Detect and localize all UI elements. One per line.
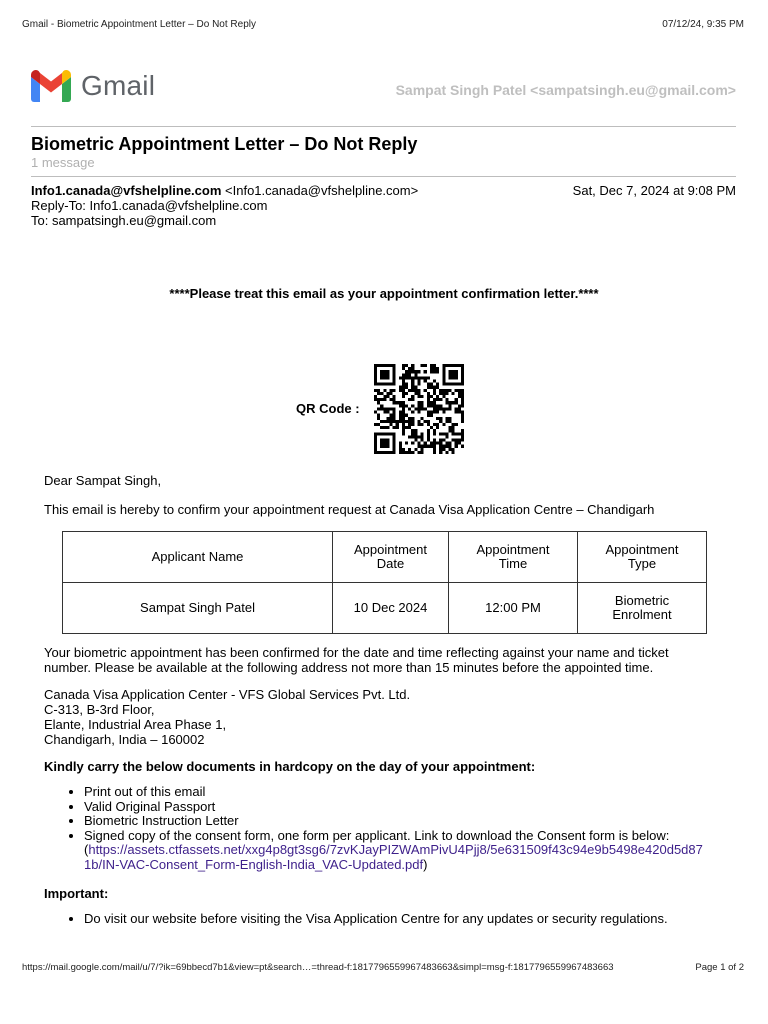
- list-item: • Do visit our website before visiting the Visa Application Centre for any updates or security regulations.: [84, 912, 744, 927]
- list-item: • Biometric Instruction Letter: [84, 814, 744, 829]
- account-name: Sampat Singh Patel <sampatsingh.eu@gmail.com>: [395, 82, 736, 98]
- footer-url: https://mail.google.com/mail/u/7/?ik=69bbecd7b1&view=pt&search…=thread-f:1817796559967483663&simpl=msg-f:1817796559967483663: [22, 962, 614, 973]
- from-name: Info1.canada@vfshelpline.com: [31, 183, 222, 198]
- gmail-m-icon: [31, 70, 71, 102]
- vac-address: Canada Visa Application Center - VFS Global Services Pvt. Ltd. C-313, B-3rd Floor, Elante, Industrial Area Phase 1, Chandigarh, India – 160002: [44, 687, 411, 747]
- from-address: <Info1.canada@vfshelpline.com>: [225, 183, 419, 198]
- documents-list: [44, 785, 744, 872]
- table-row: [63, 583, 707, 634]
- qr-code-image: [371, 364, 467, 454]
- confirmed-paragraph: Your biometric appointment has been confirmed for the date and time reflecting against your name and ticket number. Please be available at the following address not more than 15 minutes before the appointed time.: [44, 645, 669, 675]
- header-cell: Appointment Type: [578, 532, 707, 583]
- print-header-date: 07/12/24, 9:35 PM: [662, 19, 744, 30]
- important-list: [44, 912, 744, 927]
- subject-divider: [31, 176, 736, 177]
- appointment-date-cell: 10 Dec 2024: [333, 583, 449, 634]
- list-item: • Signed copy of the consent form, one form per applicant. Link to download the Consent form is below: (https://assets.ctfassets.net/xxg4p8gt3sg6/7zvKJayPIZWAmPivU4Pjj8/5e631509f43c94e9b5498e420d5d87 1b/IN-VAC-Consent_Form-English-India_VAC-Updated.pdf): [84, 829, 744, 873]
- gmail-logo-text: Gmail: [81, 70, 156, 101]
- page-number: Page 1 of 2: [695, 962, 744, 973]
- consent-form-link[interactable]: https://assets.ctfassets.net/xxg4p8gt3sg6/7zvKJayPIZWAmPivU4Pjj8/5e631509f43c94e9b5498e420d5d87 1b/IN-VAC-Consent_Form-English-India_VAC-Updated.pdf: [84, 842, 703, 872]
- from-line: [31, 183, 418, 198]
- message-count: 1 message: [31, 155, 95, 170]
- confirmation-notice: ****Please treat this email as your appointment confirmation letter.****: [169, 286, 599, 301]
- greeting: Dear Sampat Singh,: [44, 473, 162, 488]
- important-heading: Important:: [44, 886, 109, 901]
- header-cell: Appointment Time: [449, 532, 578, 583]
- list-item: • Print out of this email: [84, 785, 744, 800]
- header-cell: Applicant Name: [63, 532, 333, 583]
- header-divider: [31, 126, 736, 127]
- qr-code-label: QR Code :: [296, 401, 360, 416]
- sent-date: Sat, Dec 7, 2024 at 9:08 PM: [572, 183, 736, 198]
- list-item: • Valid Original Passport: [84, 800, 744, 815]
- reply-to-line: Reply-To: Info1.canada@vfshelpline.com: [31, 198, 268, 213]
- appointment-time-cell: 12:00 PM: [449, 583, 578, 634]
- appointment-type-cell: Biometric Enrolment: [578, 583, 707, 634]
- gmail-logo: [31, 70, 155, 102]
- to-line: To: sampatsingh.eu@gmail.com: [31, 213, 217, 228]
- print-header-title: Gmail - Biometric Appointment Letter – Do Not Reply: [22, 19, 256, 30]
- documents-heading: Kindly carry the below documents in hardcopy on the day of your appointment:: [44, 759, 536, 774]
- intro-text: This email is hereby to confirm your appointment request at Canada Visa Application Centre – Chandigarh: [44, 502, 655, 517]
- header-cell: Appointment Date: [333, 532, 449, 583]
- email-subject: Biometric Appointment Letter – Do Not Reply: [31, 134, 418, 154]
- appointment-table: [62, 531, 707, 634]
- email-meta: [31, 183, 418, 228]
- applicant-name-cell: Sampat Singh Patel: [63, 583, 333, 634]
- table-header-row: [63, 532, 707, 583]
